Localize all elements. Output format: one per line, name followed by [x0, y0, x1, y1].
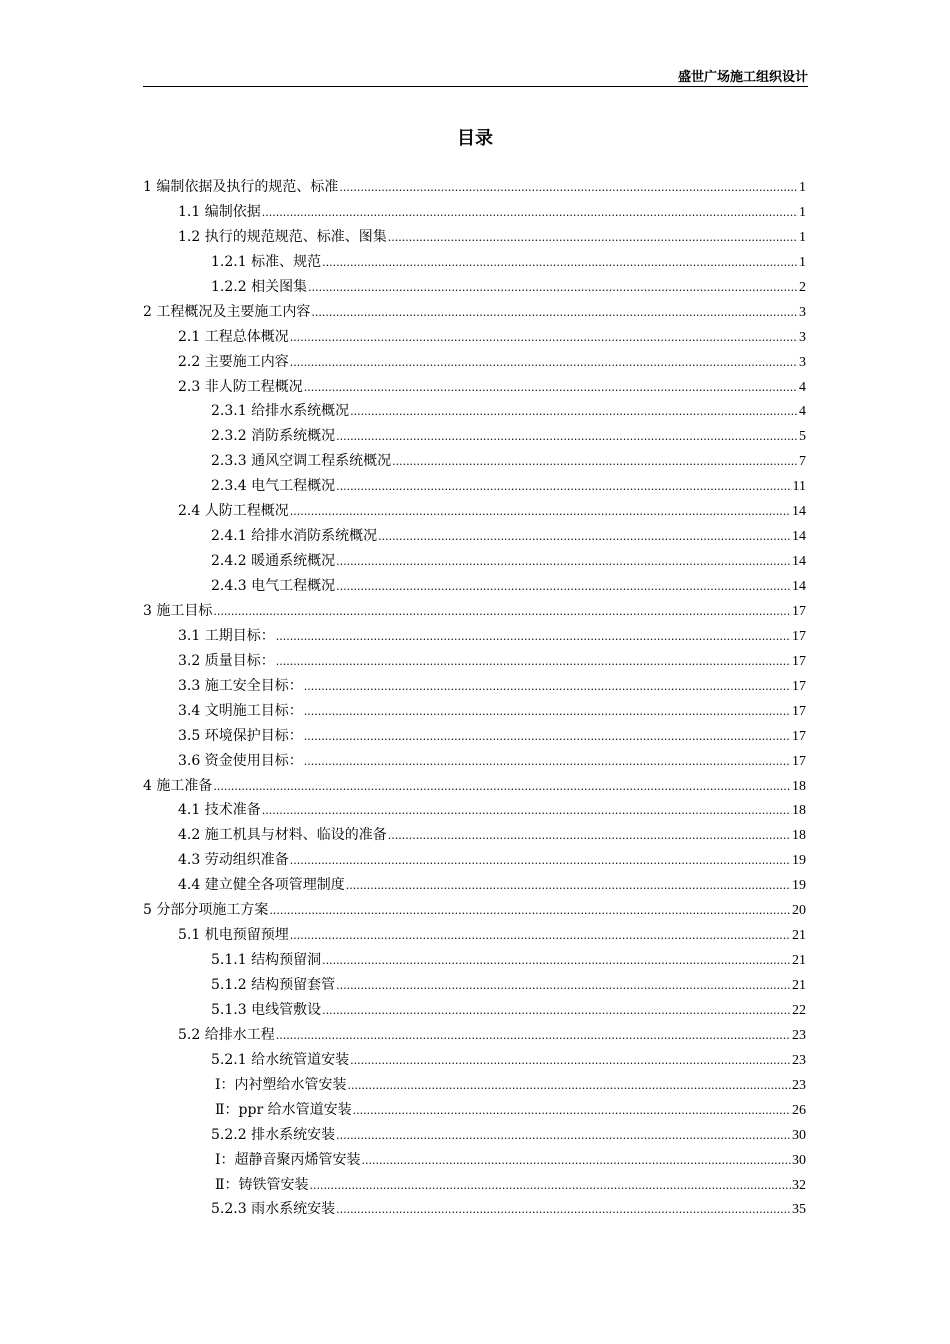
dot-leader [348, 1074, 791, 1099]
toc-entry[interactable] [143, 250, 806, 275]
toc-entry-label: 3.4 文明施工目标： [178, 702, 303, 719]
toc-entry-label: 3.5 环境保护目标： [178, 727, 303, 744]
dot-leader [304, 376, 798, 401]
toc-entry[interactable] [143, 1123, 806, 1148]
toc-entry-page-number: 14 [792, 554, 806, 570]
toc-entry[interactable] [143, 823, 806, 848]
toc-entry[interactable] [143, 649, 806, 674]
dot-leader [304, 675, 791, 700]
toc-entry-label: Ⅱ：铸铁管安装 [215, 1176, 309, 1193]
toc-entry-page-number: 7 [799, 454, 806, 470]
dot-leader [308, 276, 798, 301]
toc-entry[interactable] [143, 674, 806, 699]
toc-entry-page-number: 17 [792, 603, 806, 619]
dot-leader [304, 700, 791, 725]
toc-entry-label: 3.1 工期目标： [178, 627, 275, 644]
toc-entry-page-number: 19 [792, 878, 806, 894]
toc-entry-label: 4.2 施工机具与材料、临设的准备 [178, 827, 387, 844]
toc-entry[interactable] [143, 898, 806, 923]
dot-leader [336, 1124, 791, 1149]
toc-entry-label: 5.1.1 结构预留洞 [211, 952, 322, 969]
toc-entry[interactable] [143, 774, 806, 799]
dot-leader [311, 301, 798, 326]
toc-entry[interactable] [143, 749, 806, 774]
toc-entry-page-number: 26 [792, 1102, 806, 1118]
toc-entry-page-number: 17 [792, 703, 806, 719]
toc-entry-page-number: 11 [792, 479, 806, 495]
toc-entry-label: 5.1.2 结构预留套管 [211, 977, 336, 993]
toc-entry[interactable] [143, 624, 806, 649]
dot-leader [290, 326, 798, 351]
dot-leader [350, 1049, 791, 1074]
toc-entry-label: 3 施工目标 [143, 602, 213, 619]
toc-entry-label: 2.3.4 电气工程概况 [211, 478, 336, 495]
dot-leader [350, 400, 798, 425]
toc-entry[interactable] [143, 798, 806, 823]
dot-leader [304, 750, 791, 775]
toc-entry-label: 2.4.3 电气工程概况 [211, 578, 336, 594]
toc-entry-label: 5.2.2 排水系统安装 [211, 1126, 336, 1143]
dot-leader [336, 550, 791, 575]
table-of-contents [143, 175, 806, 1222]
toc-entry-page-number: 30 [792, 1127, 806, 1143]
toc-entry-label: 4.3 劳动组织准备 [178, 852, 289, 869]
dot-leader [336, 425, 798, 450]
toc-entry-page-number: 18 [792, 778, 806, 794]
toc-entry-page-number: 3 [799, 304, 806, 320]
toc-entry-page-number: 17 [792, 753, 806, 769]
toc-entry[interactable] [143, 424, 806, 449]
dot-leader [290, 500, 791, 525]
toc-entry-page-number: 35 [792, 1202, 806, 1218]
toc-entry[interactable] [143, 923, 806, 948]
dot-leader [276, 625, 791, 650]
toc-entry-page-number: 1 [799, 229, 806, 245]
toc-entry-label: 3.2 质量目标： [178, 652, 275, 669]
toc-entry-label: 1 编制依据及执行的规范、标准 [143, 179, 339, 195]
toc-entry[interactable] [143, 200, 806, 225]
toc-entry[interactable] [143, 998, 806, 1023]
toc-entry[interactable] [143, 225, 806, 250]
toc-entry[interactable] [143, 724, 806, 749]
toc-entry[interactable] [143, 399, 806, 424]
toc-title: 目录 [457, 128, 493, 149]
toc-entry-label: 4.1 技术准备 [178, 802, 261, 819]
toc-entry[interactable] [143, 499, 806, 524]
toc-entry-label: 3.6 资金使用目标： [178, 752, 303, 769]
toc-entry[interactable] [143, 948, 806, 973]
toc-entry-label: 2.4.1 给排水消防系统概况 [211, 528, 378, 545]
toc-entry-label: 1.2.1 标准、规范 [211, 253, 322, 270]
toc-entry-label: Ⅱ：ppr 给水管道安装 [215, 1101, 352, 1118]
toc-entry-label: 1.1 编制依据 [178, 203, 261, 220]
dot-leader [336, 974, 791, 999]
dot-leader [388, 824, 791, 849]
toc-entry-label: 2.3 非人防工程概况 [178, 378, 303, 395]
dot-leader [336, 575, 791, 600]
toc-entry-page-number: 18 [792, 803, 806, 819]
toc-entry-label: 2.2 主要施工内容 [178, 353, 289, 370]
dot-leader [346, 874, 791, 899]
toc-entry-page-number: 30 [792, 1152, 806, 1168]
toc-entry-page-number: 21 [792, 953, 806, 969]
toc-entry[interactable] [143, 1048, 806, 1073]
toc-entry-label: 5 分部分项施工方案 [143, 902, 269, 919]
toc-entry-label: 1.2 执行的规范规范、标准、图集 [178, 228, 387, 245]
dot-leader [213, 775, 791, 800]
toc-entry[interactable] [143, 325, 806, 350]
toc-entry[interactable] [143, 350, 806, 375]
dot-leader [304, 725, 791, 750]
toc-entry[interactable] [143, 848, 806, 873]
dot-leader [276, 1024, 791, 1049]
toc-entry[interactable] [143, 549, 806, 574]
toc-entry-page-number: 17 [792, 628, 806, 644]
toc-entry[interactable] [143, 300, 806, 325]
toc-entry-page-number: 1 [799, 180, 806, 195]
toc-entry-label: 1.2.2 相关图集 [211, 278, 308, 295]
toc-entry-page-number: 1 [799, 204, 806, 220]
header-title: 盛世广场施工组织设计 [677, 70, 808, 85]
toc-entry[interactable] [143, 1023, 806, 1048]
toc-entry[interactable] [143, 524, 806, 549]
toc-entry-label: 2.4.2 暖通系统概况 [211, 553, 336, 570]
dot-leader [310, 1174, 791, 1199]
toc-entry-label: 5.2.1 给水统管道安装 [211, 1051, 350, 1068]
toc-entry-page-number: 17 [792, 653, 806, 669]
toc-entry-page-number: 23 [792, 1077, 806, 1093]
dot-leader [269, 899, 791, 924]
dot-leader [392, 450, 798, 475]
toc-entry-page-number: 21 [792, 978, 806, 993]
toc-entry-page-number: 23 [792, 1052, 806, 1068]
toc-entry-page-number: 1 [799, 254, 806, 270]
dot-leader [378, 525, 791, 550]
toc-entry-page-number: 17 [792, 678, 806, 694]
toc-entry[interactable] [143, 699, 806, 724]
toc-entry-label: 4 施工准备 [143, 777, 213, 794]
toc-entry-page-number: 4 [799, 379, 806, 395]
toc-entry-page-number: 14 [792, 529, 806, 545]
toc-entry-page-number: 4 [799, 404, 806, 420]
toc-entry-page-number: 19 [792, 853, 806, 869]
toc-entry[interactable] [143, 1098, 806, 1123]
toc-entry-label: 2.3.1 给排水系统概况 [211, 403, 350, 420]
toc-entry[interactable] [143, 1073, 806, 1098]
toc-entry-page-number: 14 [792, 579, 806, 594]
dot-leader [262, 201, 798, 226]
toc-entry-label: 2.1 工程总体概况 [178, 328, 289, 345]
toc-entry-label: 5.1 机电预留预埋 [178, 927, 289, 944]
toc-entry-page-number: 3 [799, 329, 806, 345]
toc-entry-label: 2.4 人防工程概况 [178, 503, 289, 520]
dot-leader [353, 1099, 791, 1124]
dot-leader [213, 600, 791, 625]
toc-entry-page-number: 3 [799, 354, 806, 370]
toc-entry[interactable] [143, 1197, 806, 1222]
toc-entry[interactable] [143, 599, 806, 624]
toc-entry-label: 4.4 建立健全各项管理制度 [178, 877, 345, 894]
toc-entry[interactable] [143, 973, 806, 998]
page-header [143, 64, 808, 87]
dot-leader [336, 475, 791, 500]
dot-leader [362, 1149, 791, 1174]
dot-leader [290, 924, 791, 949]
toc-entry-label: Ⅰ：内衬塑给水管安装 [215, 1076, 347, 1093]
dot-leader [322, 949, 791, 974]
dot-leader [290, 351, 798, 376]
toc-entry-page-number: 23 [792, 1027, 806, 1043]
toc-entry-label: 3.3 施工安全目标： [178, 677, 303, 694]
dot-leader [276, 650, 791, 675]
toc-entry-page-number: 32 [792, 1177, 806, 1193]
toc-entry[interactable] [143, 175, 806, 200]
toc-entry[interactable] [143, 474, 806, 499]
toc-entry[interactable] [143, 375, 806, 400]
toc-entry-page-number: 18 [792, 828, 806, 844]
toc-entry-page-number: 22 [792, 1002, 806, 1018]
toc-entry-label: 5.2.3 雨水系统安装 [211, 1201, 336, 1218]
toc-entry[interactable] [143, 449, 806, 474]
toc-entry-label: 2 工程概况及主要施工内容 [143, 303, 311, 320]
toc-entry[interactable] [143, 873, 806, 898]
toc-entry-label: 5.1.3 电线管敷设 [211, 1001, 322, 1018]
toc-entry[interactable] [143, 574, 806, 599]
toc-entry-page-number: 17 [792, 728, 806, 744]
toc-entry[interactable] [143, 275, 806, 300]
dot-leader [322, 999, 791, 1024]
toc-entry-page-number: 20 [792, 903, 806, 919]
dot-leader [336, 1198, 791, 1223]
dot-leader [388, 226, 798, 251]
dot-leader [339, 176, 798, 201]
dot-leader [262, 799, 791, 824]
toc-entry-page-number: 14 [792, 504, 806, 520]
toc-entry-page-number: 5 [799, 429, 806, 445]
dot-leader [290, 849, 791, 874]
dot-leader [322, 251, 798, 276]
toc-entry-label: 2.3.3 通风空调工程系统概况 [211, 453, 392, 470]
toc-entry-label: Ⅰ：超静音聚丙烯管安装 [215, 1151, 361, 1168]
toc-entry[interactable] [143, 1148, 806, 1173]
toc-entry-label: 2.3.2 消防系统概况 [211, 428, 336, 445]
toc-entry-page-number: 2 [799, 279, 806, 295]
toc-entry[interactable] [143, 1173, 806, 1198]
toc-entry-page-number: 21 [792, 928, 806, 944]
toc-entry-label: 5.2 给排水工程 [178, 1026, 275, 1043]
